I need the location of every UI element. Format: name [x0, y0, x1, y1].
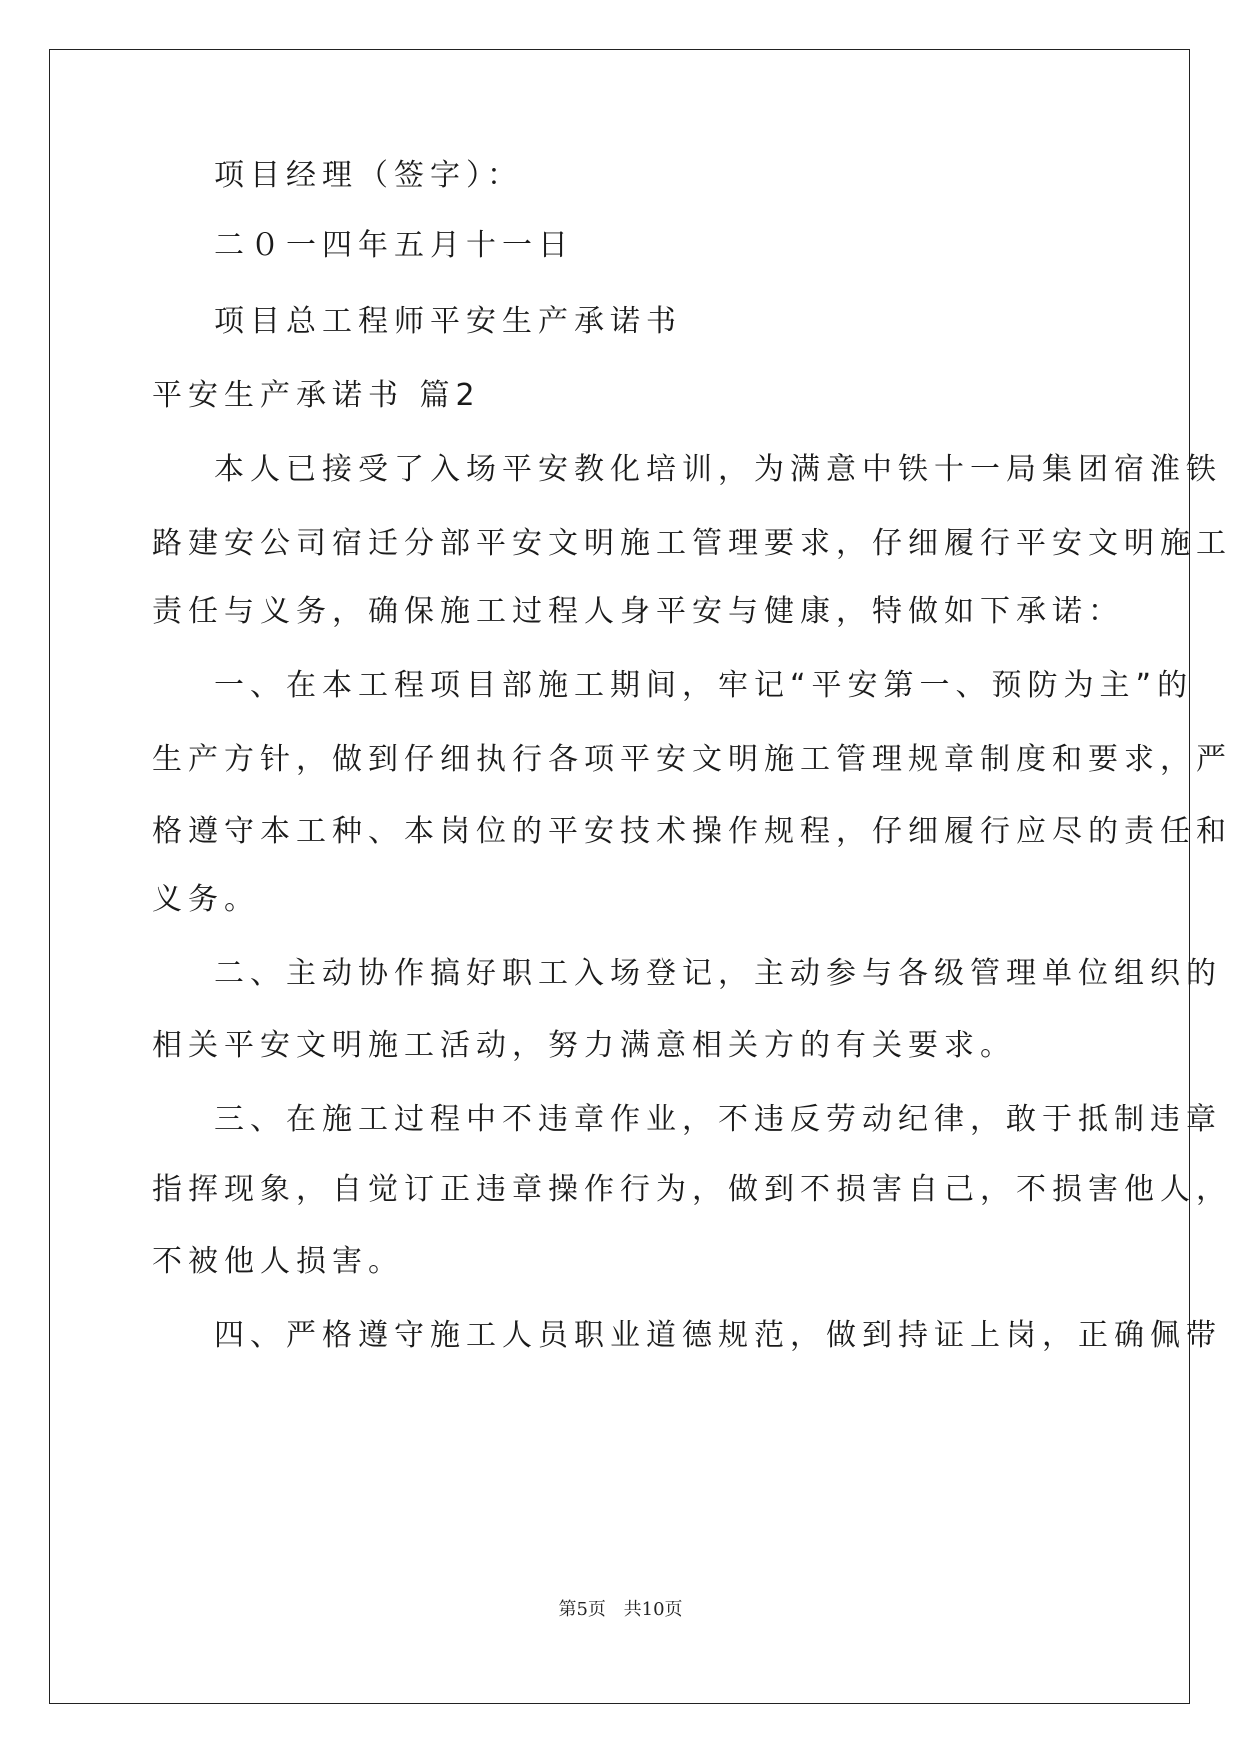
article-heading: 平安生产承诺书 篇2: [152, 378, 481, 413]
paragraph-line: 不被他人损害。: [152, 1244, 404, 1279]
signature-line: 项目经理（签字）：: [214, 158, 523, 193]
page-number: 第5页: [558, 1599, 606, 1620]
paragraph-line: 指挥现象，自觉订正违章操作行为，做到不损害自己，不损害他人，: [152, 1172, 1232, 1207]
paragraph-line: 一、在本工程项目部施工期间，牢记“平安第一、预防为主”的: [214, 668, 1194, 703]
paragraph-line: 三、在施工过程中不违章作业，不违反劳动纪律，敢于抵制违章: [214, 1102, 1222, 1137]
paragraph-line: 本人已接受了入场平安教化培训，为满意中铁十一局集团宿淮铁: [214, 452, 1222, 487]
date-line: 二０一四年五月十一日: [214, 228, 574, 263]
paragraph-line: 二、主动协作搞好职工入场登记，主动参与各级管理单位组织的: [214, 956, 1222, 991]
paragraph-line: 路建安公司宿迁分部平安文明施工管理要求，仔细履行平安文明施工: [152, 526, 1232, 561]
paragraph-line: 责任与义务，确保施工过程人身平安与健康，特做如下承诺：: [152, 594, 1124, 629]
page-border: [49, 49, 1190, 1704]
paragraph-line: 格遵守本工种、本岗位的平安技术操作规程，仔细履行应尽的责任和: [152, 814, 1232, 849]
page-total: 共10页: [623, 1599, 683, 1620]
paragraph-line: 四、严格遵守施工人员职业道德规范，做到持证上岗，正确佩带: [214, 1318, 1222, 1353]
paragraph-line: 生产方针，做到仔细执行各项平安文明施工管理规章制度和要求，严: [152, 742, 1232, 777]
paragraph-line: 相关平安文明施工活动，努力满意相关方的有关要求。: [152, 1028, 1016, 1063]
section-title: 项目总工程师平安生产承诺书: [214, 304, 682, 339]
paragraph-line: 义务。: [152, 882, 260, 917]
page-footer: [0, 1595, 1241, 1621]
